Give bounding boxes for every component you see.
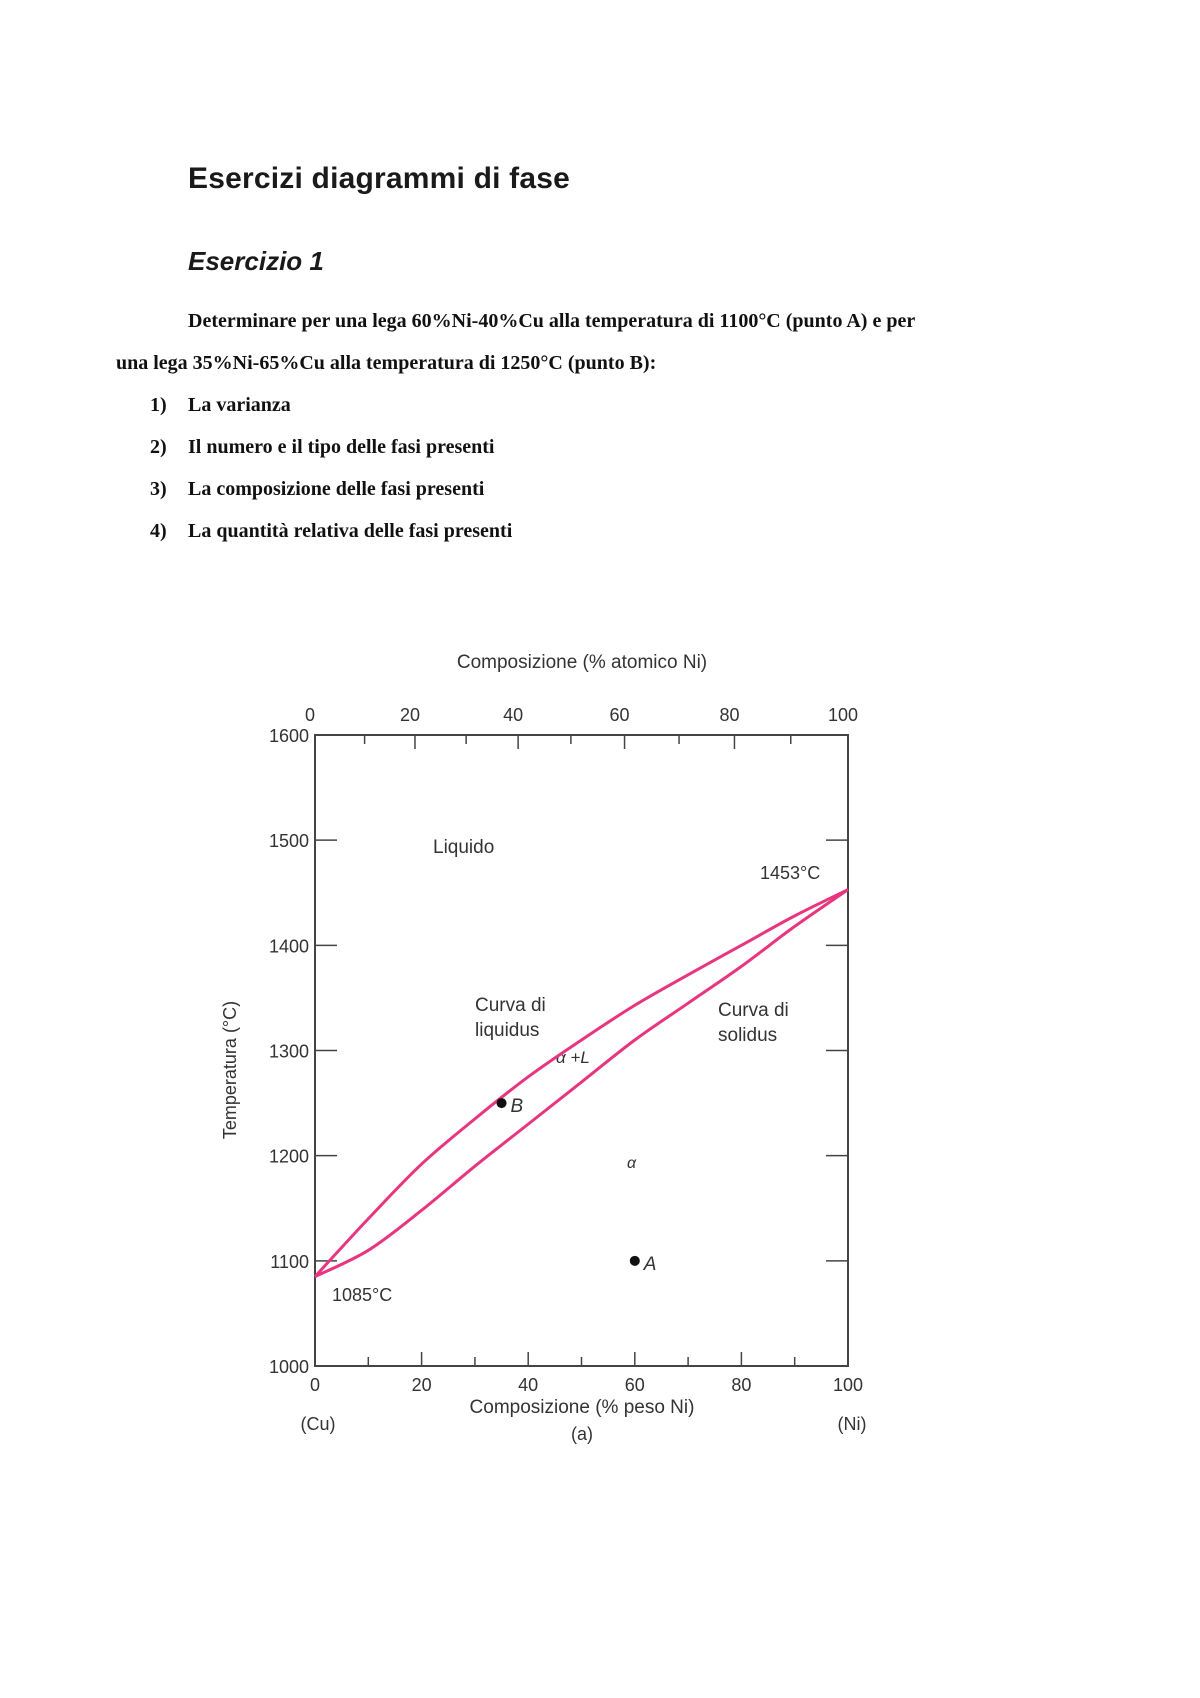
alpha-region-label: α: [627, 1155, 637, 1172]
y-tick-label: 1600: [268, 726, 309, 746]
exercise-text-line-2: una lega 35%Ni-65%Cu alla temperatura di 1250°C (punto B):: [116, 352, 657, 374]
x-tick-label: 100: [832, 1375, 864, 1395]
y-tick-label: 1400: [268, 936, 309, 957]
y-tick-label: 1300: [268, 1041, 309, 1062]
two-phase-region-label: α +L: [556, 1048, 590, 1067]
bottom-axis-label: Composizione (% peso Ni): [469, 1397, 695, 1418]
list-item-number: 4): [150, 520, 167, 542]
solidus-label-line-1: Curva di: [718, 1000, 789, 1021]
x-tick-label: 0: [309, 1375, 321, 1395]
y-axis-label: Temperatura (°C): [220, 1000, 240, 1140]
list-item-number: 1): [150, 394, 167, 416]
y-tick-label: 1000: [268, 1357, 309, 1377]
liquidus-label-line-1: Curva di: [475, 995, 546, 1016]
point-a-marker: [630, 1256, 640, 1266]
exercise-heading: Esercizio 1: [188, 246, 324, 276]
point-b-label: B: [510, 1096, 524, 1118]
solidus-curve: [315, 890, 848, 1277]
top-tick-label: 60: [609, 705, 630, 725]
liquidus-label-line-2: liquidus: [475, 1020, 540, 1041]
list-item-text: La quantità relativa delle fasi presenti: [188, 520, 513, 542]
top-tick-label: 0: [304, 705, 316, 725]
point-b-marker: [497, 1098, 507, 1108]
list-item-text: La composizione delle fasi presenti: [188, 478, 485, 500]
right-element-label: (Ni): [837, 1414, 867, 1434]
top-tick-label: 40: [503, 705, 524, 725]
points-layer: [497, 1096, 657, 1275]
list-item-number: 2): [150, 436, 167, 458]
top-axis-label: Composizione (% atomico Ni): [456, 652, 708, 673]
point-a-label: A: [643, 1253, 657, 1275]
y-tick-label: 1500: [268, 831, 309, 852]
x-tick-label: 40: [518, 1375, 539, 1395]
x-tick-label: 60: [624, 1375, 645, 1395]
figure-caption: (a): [571, 1424, 593, 1444]
cu-melting-label: 1085°C: [332, 1285, 393, 1305]
list-item-number: 3): [150, 478, 167, 500]
list-item-text: La varianza: [188, 394, 291, 416]
y-tick-label: 1200: [268, 1146, 309, 1167]
solidus-label-line-2: solidus: [718, 1025, 778, 1046]
liquid-region-label: Liquido: [433, 837, 495, 858]
list-item-text: Il numero e il tipo delle fasi presenti: [188, 436, 495, 458]
y-tick-label: 1100: [270, 1251, 309, 1272]
top-tick-label: 100: [827, 705, 859, 725]
ni-melting-label: 1453°C: [760, 863, 821, 883]
page-title: Esercizi diagrammi di fase: [188, 162, 571, 195]
top-tick-label: 80: [719, 705, 740, 725]
exercise-text-line-1: Determinare per una lega 60%Ni-40%Cu alla temperatura di 1100°C (punto A) e per: [188, 310, 916, 332]
x-tick-label: 20: [411, 1375, 432, 1395]
left-element-label: (Cu): [300, 1414, 336, 1434]
x-tick-label: 80: [731, 1375, 752, 1395]
top-tick-label: 20: [399, 705, 420, 725]
curves-layer: [315, 890, 848, 1277]
